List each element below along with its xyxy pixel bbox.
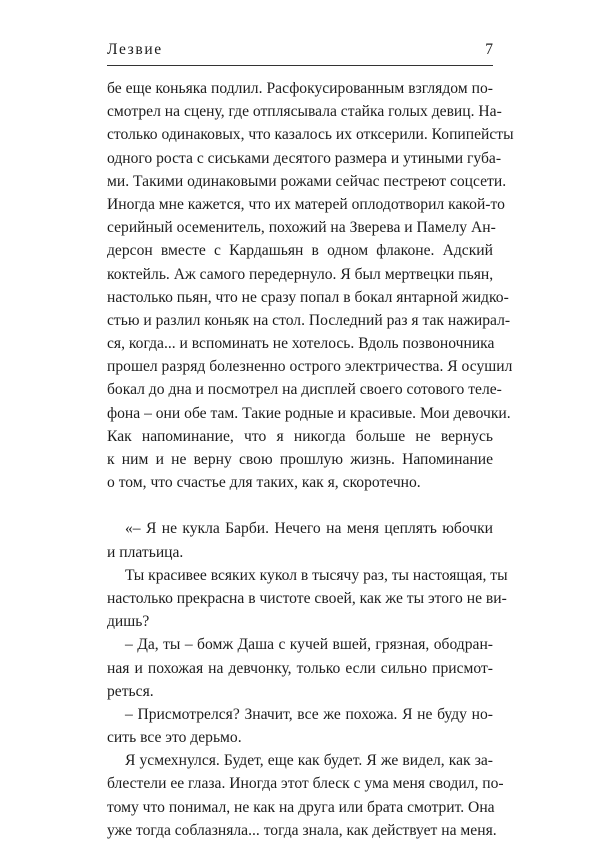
paragraph bbox=[107, 564, 508, 634]
body-text bbox=[107, 77, 514, 842]
page-number: 7 bbox=[485, 41, 493, 58]
text-line: серийный осеменитель, похожий на Зверева и Памелу Ан- bbox=[107, 219, 496, 237]
paragraph bbox=[107, 517, 493, 563]
text-line: дишь? bbox=[107, 613, 150, 631]
text-line: блестели ее глаза. Иногда этот блеск с ума меня сводил, по- bbox=[107, 775, 504, 793]
text-line: о том, что счастье для таких, как я, скоротечно. bbox=[107, 474, 421, 492]
text-line: фона – они обе там. Такие родные и красивые. Мои девочки. bbox=[107, 404, 511, 422]
text-line: ми. Такими одинаковыми рожами сейчас пестреют соцсети. bbox=[107, 172, 507, 190]
text-line: коктейль. Аж самого передернуло. Я был мертвецки пьян, bbox=[107, 265, 494, 283]
text-line: одного роста с сиськами десятого размера и утиными губа- bbox=[107, 149, 502, 167]
text-line: настолько пьян, что не сразу попал в бокал янтарной жидко- bbox=[107, 288, 509, 306]
paragraph-gap bbox=[107, 494, 493, 517]
text-line: и платьица. bbox=[107, 543, 184, 561]
header-rule bbox=[107, 65, 493, 66]
text-line: к ним и не верну свою прошлую жизнь. Напоминание bbox=[107, 451, 493, 468]
paragraph bbox=[107, 77, 514, 494]
text-line: смотрел на сцену, где отплясывала стайка голых девиц. На- bbox=[107, 103, 502, 121]
text-line: Я усмехнулся. Будет, еще как будет. Я же видел, как за- bbox=[125, 752, 493, 770]
text-line: прошел разряд болезненно острого электричества. Я осушил bbox=[107, 358, 513, 376]
running-title: Лезвие bbox=[107, 41, 163, 58]
text-line: настолько прекрасна в чистоте своей, как же ты этого не ви- bbox=[107, 589, 507, 607]
text-line: столько одинаковых, что казалось их отксерили. Копипейсты bbox=[107, 126, 514, 144]
paragraph bbox=[107, 749, 504, 842]
text-line: бокал до дна и посмотрел на дисплей своего сотового теле- bbox=[107, 381, 502, 399]
paragraph bbox=[107, 633, 493, 703]
text-line: Как напоминание, что я никогда больше не вернусь bbox=[107, 427, 493, 445]
running-header bbox=[107, 40, 493, 62]
text-line: дерсон вместе с Кардашьян в одном флаконе. Адский bbox=[107, 242, 493, 260]
text-line: уже тогда соблазняла... тогда знала, как действует на меня. bbox=[107, 821, 497, 839]
text-line: Иногда мне кажется, что их матерей оплодотворил какой-то bbox=[107, 195, 505, 213]
text-line: стью и разлил коньяк на стол. Последний раз я так нажирал- bbox=[107, 311, 511, 329]
text-line: «– Я не кукла Барби. Нечего на меня цеплять юбочки bbox=[125, 520, 493, 538]
text-line: бе еще коньяка подлил. Расфокусированным взглядом по- bbox=[107, 80, 493, 97]
text-line: Ты красивее всяких кукол в тысячу раз, ты настоящая, ты bbox=[125, 566, 508, 584]
paragraph bbox=[107, 703, 493, 749]
text-line: – Присмотрелся? Значит, все же похожа. Я не буду но- bbox=[125, 705, 493, 723]
text-line: ная и похожая на девчонку, только если сильно присмот- bbox=[107, 659, 493, 677]
text-line: сить все это дерьмо. bbox=[107, 729, 242, 747]
text-line: ся, когда... и вспоминать не хотелось. Вдоль позвоночника bbox=[107, 335, 495, 353]
text-line: реться. bbox=[107, 682, 154, 700]
text-line: тому что понимал, не как на друга или брата смотрит. Она bbox=[107, 798, 495, 816]
text-line: – Да, ты – бомж Даша с кучей вшей, грязная, ободран- bbox=[125, 636, 493, 654]
